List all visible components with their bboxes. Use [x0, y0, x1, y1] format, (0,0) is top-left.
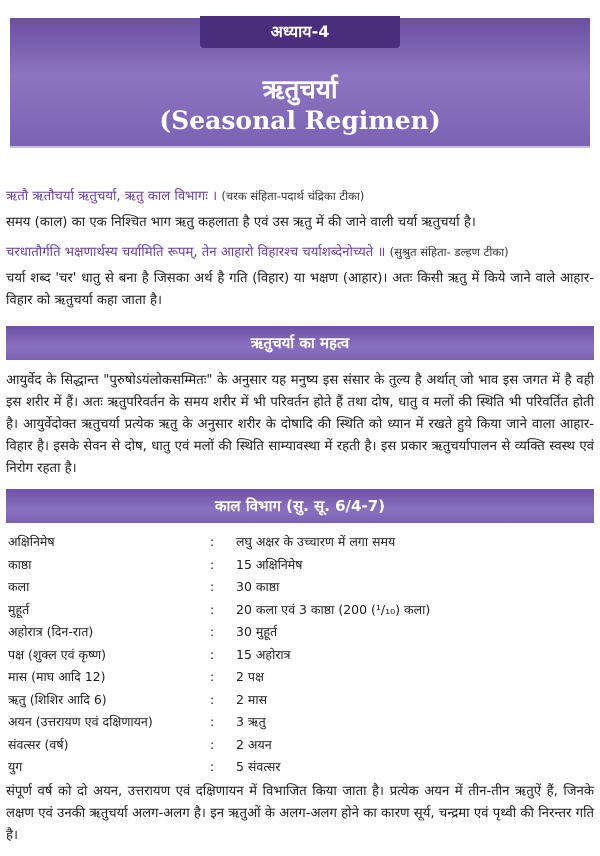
kala-table-row: [8, 734, 592, 757]
importance-paragraph: आयुर्वेद के सिद्धान्त "पुरुषोऽयंलोकसम्मितः" के अनुसार यह मनुष्य इस संसार के तुल्य है अर्थात् जो भाव इस जगत में है वही इस शरीर में हैं। अतः ऋतुपरिवर्तन के समय शरीर में भी परिवर्तन होते हैं तथा दोष, धातु व मलों की स्थिति भी परिवर्तित होती है। आयुर्वेदोक्त ऋतुचर्या प्रत्येक ऋतु के अनुसार शरीर के दोषादि की स्थिति को ध्यान में रखते हुये किया जाने वाला आहार-विहार है। इसके सेवन से दोष, धातु एवं मलों की स्थिति साम्यावस्था में रहती है। इस प्रकार ऋतुचर्यापालन से व्यक्ति स्वस्थ एवं निरोग रहता है।: [6, 373, 594, 476]
kala-table-row: [8, 531, 592, 554]
kala-value: 2 अयन: [236, 736, 272, 752]
sanskrit-verse-text: चरधातौर्गति भक्षणार्थस्य चर्यामिति रूपम्, तेन आहारो विहारश्च चर्याशब्देनोच्यते ॥: [6, 245, 386, 260]
verse-reference: (चरक संहिता-पदार्थ चंद्रिका टीका): [221, 189, 365, 203]
kala-table-row: [8, 621, 592, 644]
kala-value: 5 संवत्सर: [236, 759, 281, 774]
kala-separator: :: [210, 624, 215, 639]
kala-value: 2 मास: [236, 691, 268, 707]
kala-separator: :: [210, 646, 215, 662]
kala-term: मुहूर्त: [8, 601, 30, 617]
kala-value: 20 कला एवं 3 काष्ठा (200 (¹/₁₀) कला): [236, 601, 431, 617]
kala-term: युग: [8, 759, 23, 774]
verse-reference: (सुश्रुत संहिता- डल्हण टीका): [389, 245, 509, 259]
kala-value: 15 अक्षिनिमेष: [236, 556, 303, 572]
kala-value: 30 काष्ठा: [236, 579, 280, 594]
kala-separator: :: [210, 669, 215, 684]
kala-value: 15 अहोरात्र: [236, 646, 291, 662]
kala-term: पक्ष (शुक्ल एवं कृष्ण): [8, 646, 107, 662]
chapter-title: ऋतुचर्या: [262, 75, 338, 105]
importance-section-heading: ऋतुचर्या का महत्व: [6, 326, 594, 360]
kala-value: 2 पक्ष: [236, 669, 264, 684]
kala-term: कला: [8, 579, 30, 594]
kala-separator: :: [210, 534, 215, 549]
kala-term: अहोरात्र (दिन-रात): [8, 624, 94, 639]
kala-section-heading: काल विभाग (सु. सू. 6/4-7): [6, 489, 594, 523]
kala-separator: :: [210, 714, 215, 729]
kala-separator: :: [210, 736, 215, 752]
kala-table-row: [8, 599, 592, 622]
intro-charya-paragraph: चर्या शब्द 'चर' धातु से बना है जिसका अर्थ है गति (विहार) या भक्षण (आहार)। अतः किसी ऋतु में किये जाने वाले आहार-विहार को ऋतुचर्या कहा जाता है।: [6, 271, 594, 308]
kala-separator: :: [210, 759, 215, 774]
intro-sanskrit-verse-2: [6, 241, 594, 264]
kala-term: अक्षिनिमेष: [8, 534, 55, 549]
kala-table-row: [8, 576, 592, 599]
kala-value: लघु अक्षर के उच्चारण में लगा समय: [236, 534, 396, 549]
kala-value: 3 ऋतु: [236, 714, 266, 729]
kala-table-row: [8, 644, 592, 667]
kala-term: मास (माघ आदि 12): [8, 669, 106, 684]
kala-table-row: [8, 666, 592, 689]
closing-paragraph: संपूर्ण वर्ष को दो अयन, उत्तरायण एवं दक्षिणायन में विभाजित किया जाता है। प्रत्येक अयन में तीन-तीन ऋतुऐं हैं, जिनके लक्षण एवं उनकी ऋतुचर्या अलग-अलग है। इन ऋतुओं के अलग-अलग होने का कारण सूर्य, चन्द्रमा एवं पृथ्वी की निरन्तर गति है।: [6, 784, 594, 843]
intro-definition-paragraph: समय (काल) का एक निश्चित भाग ऋतु कहलाता है एवं उस ऋतु में की जाने वाली चर्या ऋतुचर्या है।: [6, 215, 476, 230]
kala-separator: :: [210, 601, 215, 617]
kala-value: 30 मुहूर्त: [236, 624, 278, 639]
kala-separator: :: [210, 556, 215, 572]
kala-table-row: [8, 711, 592, 734]
sanskrit-verse-text: ऋतौ ऋतौचर्या ऋतुचर्या, ऋतु काल विभागः ।: [6, 189, 218, 204]
kala-term: ऋतु (शिशिर आदि 6): [8, 691, 107, 707]
kala-table-row: [8, 756, 592, 779]
chapter-subtitle: (Seasonal Regimen): [159, 106, 441, 135]
kala-term: अयन (उत्तरायण एवं दक्षिणायन): [8, 714, 153, 729]
intro-sanskrit-verse-1: [6, 185, 594, 208]
kala-separator: :: [210, 579, 215, 594]
kala-term: संवत्सर (वर्ष): [8, 736, 69, 752]
kala-division-table: [8, 531, 592, 779]
kala-term: काष्ठा: [8, 556, 32, 572]
chapter-number-label: अध्याय-4: [200, 16, 400, 48]
kala-separator: :: [210, 691, 215, 707]
kala-table-row: [8, 554, 592, 577]
kala-table-row: [8, 689, 592, 712]
chapter-header-banner: [10, 18, 590, 146]
